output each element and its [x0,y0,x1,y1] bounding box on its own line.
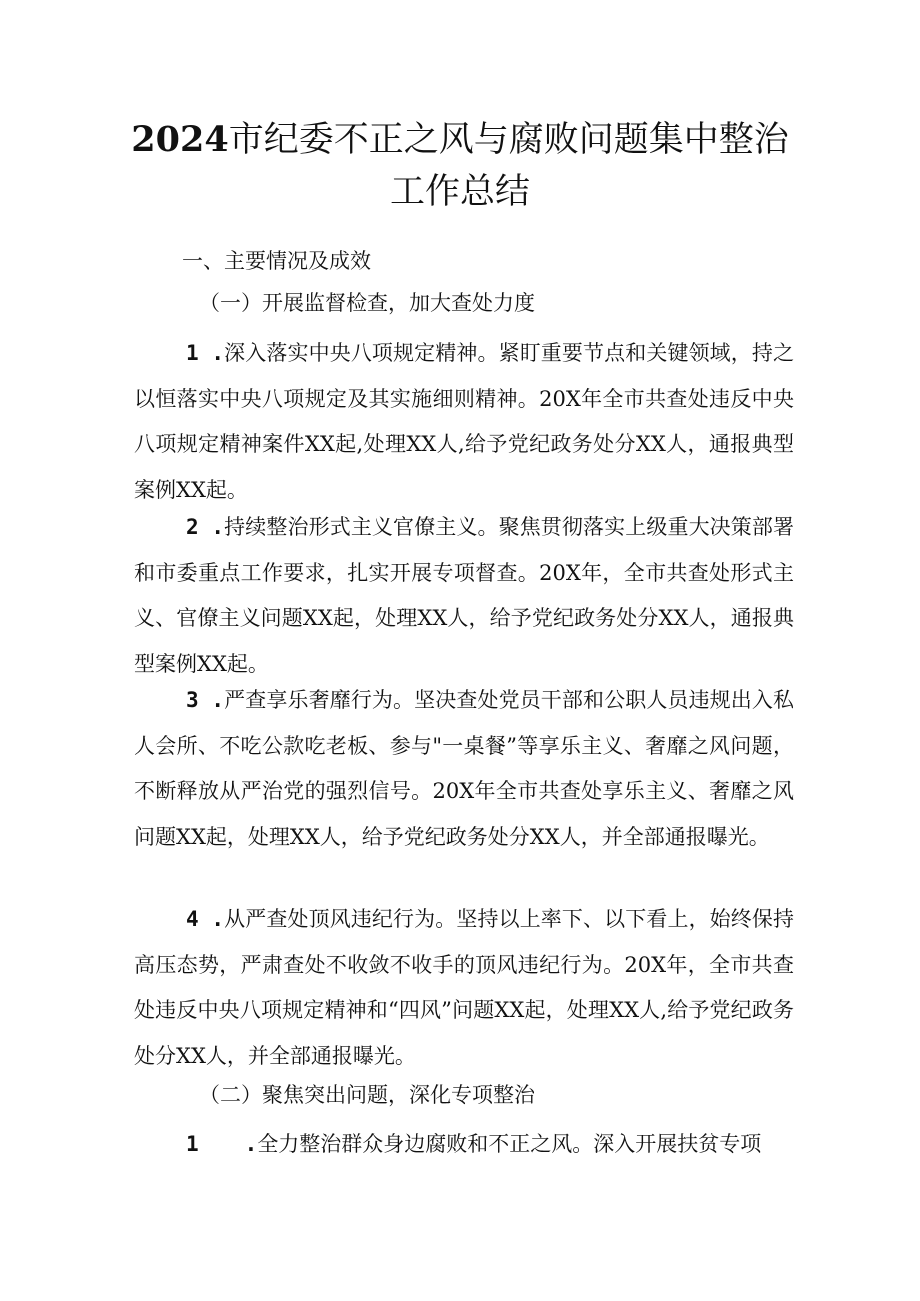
document-title-line2: 工作总结 [389,172,530,212]
paragraph-item-5: 1 .全力整治群众身边腐败和不正之风。深入开展扶贫专项 [186,1132,762,1156]
item-number: 1 [186,1132,199,1156]
item-text: 深入落实中央八项规定精神。紧盯重要节点和关键领域，持之以恒落实中央八项规定及其实施细则精神。20X年全市共查处违反中央八项规定精神案件XX起,处理XX人,给予党纪政务处分XX人，通报典型案例XX起。 [134,341,794,502]
paragraph-item-3: 3 .严查享乐奢靡行为。坚决查处党员干部和公职人员违规出入私人会所、不吃公款吃老板、参与"一桌餐”等享乐主义、奢靡之风问题，不断释放从严治党的强烈信号。20X年全市共查处享乐主义、奢靡之风问题XX起，处理XX人，给予党纪政务处分XX人，并全部通报曝光。 [134,688,794,849]
paragraph-item-1: 1 .深入落实中央八项规定精神。紧盯重要节点和关键领域，持之以恒落实中央八项规定及其实施细则精神。20X年全市共查处违反中央八项规定精神案件XX起,处理XX人,给予党纪政务处分XX人，通报典型案例XX起。 [134,341,794,502]
paragraph-item-4: 4 .从严查处顶风违纪行为。坚持以上率下、以下看上，始终保持高压态势，严肃查处不收敛不收手的顶风违纪行为。20X年，全市共查处违反中央八项规定精神和“四风”问题XX起，处理XX人,给予党纪政务处分XX人，并全部通报曝光。 [134,907,794,1068]
item-number: 2 [186,515,199,539]
item-number: 1 [186,341,199,365]
item-text: 严查享乐奢靡行为。坚决查处党员干部和公职人员违规出入私人会所、不吃公款吃老板、参与"一桌餐”等享乐主义、奢靡之风问题，不断释放从严治党的强烈信号。20X年全市共查处享乐主义、奢靡之风问题XX起，处理XX人，给予党纪政务处分XX人，并全部通报曝光。 [134,688,794,849]
item-text: 从严查处顶风违纪行为。坚持以上率下、以下看上，始终保持高压态势，严肃查处不收敛不收手的顶风违纪行为。20X年，全市共查处违反中央八项规定精神和“四风”问题XX起，处理XX人,给予党纪政务处分XX人，并全部通报曝光。 [134,907,794,1068]
paragraph-item-2: 2 .持续整治形式主义官僚主义。聚焦贯彻落实上级重大决策部署和市委重点工作要求，扎实开展专项督查。20X年，全市共查处形式主义、官僚主义问题XX起，处理XX人，给予党纪政务处分XX人，通报典型案例XX起。 [134,515,794,676]
subsection-heading-2: （二）聚焦突出问题，深化专项整治 [199,1083,535,1107]
item-text: 持续整治形式主义官僚主义。聚焦贯彻落实上级重大决策部署和市委重点工作要求，扎实开展专项督查。20X年，全市共查处形式主义、官僚主义问题XX起，处理XX人，给予党纪政务处分XX人，通报典型案例XX起。 [134,515,794,676]
item-text: 全力整治群众身边腐败和不正之风。深入开展扶贫专项 [257,1132,762,1156]
title-text: 市纪委不正之风与腐败问题集中整治 [228,120,789,160]
document-title-line1 [120,116,800,164]
section-heading-1: 一、主要情况及成效 [182,249,371,273]
title-year: 2024 [131,119,229,160]
item-number: 3 [186,688,199,712]
subsection-heading-1: （一）开展监督检查，加大查处力度 [199,291,535,315]
item-number: 4 [186,907,199,931]
